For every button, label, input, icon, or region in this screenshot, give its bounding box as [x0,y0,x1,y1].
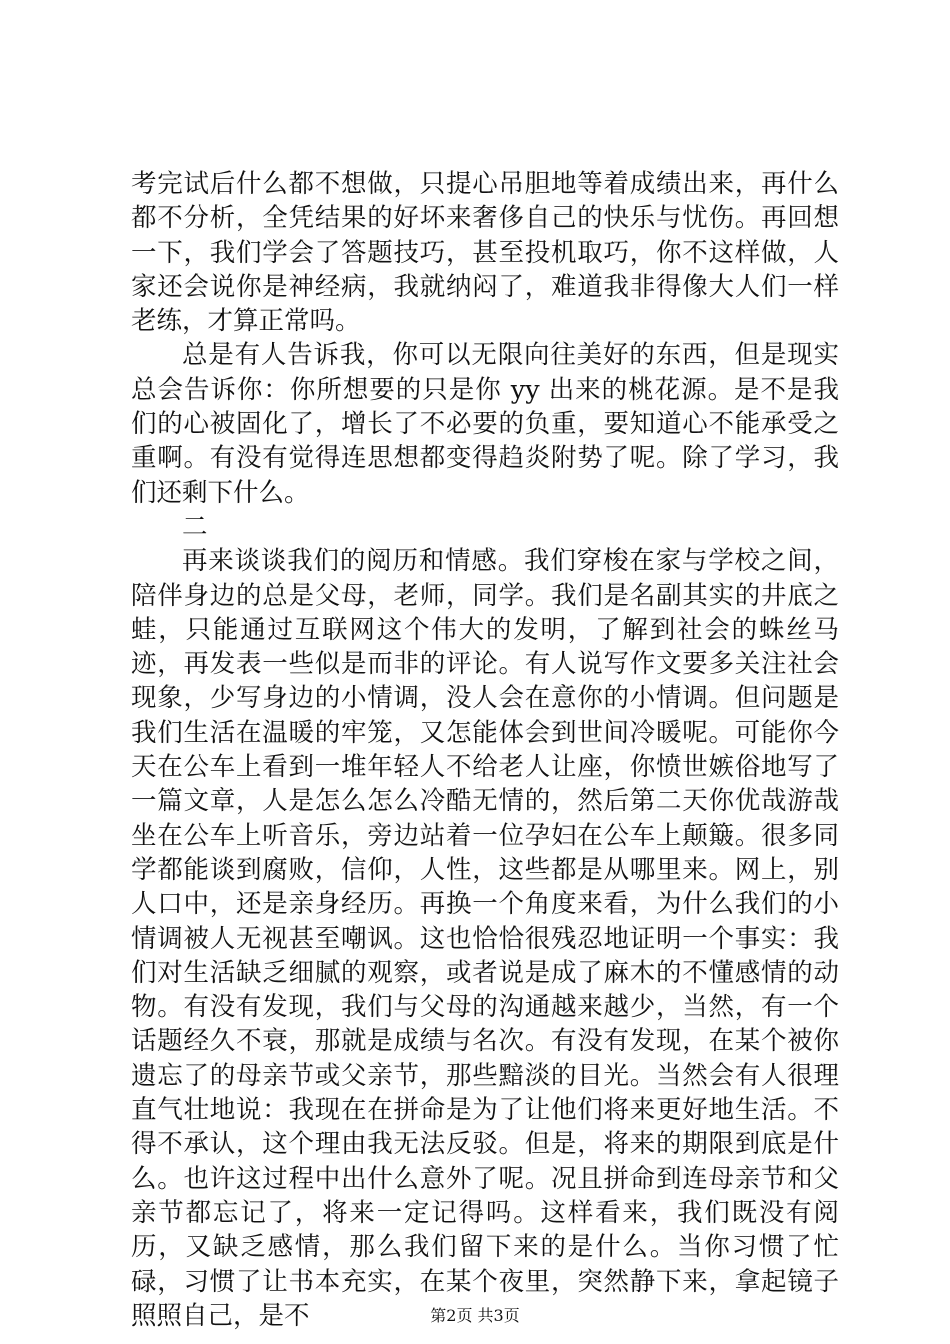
document-body [131,167,839,1333]
paragraph-2: 总是有人告诉我，你可以无限向往美好的东西，但是现实总会告诉你：你所想要的只是你 yy 出来的桃花源。是不是我们的心被固化了，增长了不必要的负重，要知道心不能承受之重啊。有没有觉得连思想都变得趋炎附势了呢。除了学习，我们还剩下什么。 [131,340,839,508]
page-footer: 第2页 共3页 [430,1306,520,1325]
paragraph-1: 考完试后什么都不想做，只提心吊胆地等着成绩出来，再什么都不分析，全凭结果的好坏来奢侈自己的快乐与忧伤。再回想一下，我们学会了答题技巧，甚至投机取巧，你不这样做，人家还会说你是神经病，我就纳闷了，难道我非得像大人们一样老练，才算正常吗。 [131,169,839,337]
paragraph-3: 再来谈谈我们的阅历和情感。我们穿梭在家与学校之间，陪伴身边的总是父母，老师，同学。我们是名副其实的井底之蛙，只能通过互联网这个伟大的发明，了解到社会的蛛丝马迹，再发表一些似是而非的评论。有人说写作文要多关注社会现象，少写身边的小情调，没人会在意你的小情调。但问题是我们生活在温暖的牢笼，又怎能体会到世间冷暖呢。可能你今天在公车上看到一堆年轻人不给老人让座，你愤世嫉俗地写了一篇文章，人是怎么怎么冷酷无情的，然后第二天你优哉游哉坐在公车上听音乐，旁边站着一位孕妇在公车上颠簸。很多同学都能谈到腐败，信仰，人性，这些都是从哪里来。网上，别人口中，还是亲身经历。再换一个角度来看，为什么我们的小情调被人无视甚至嘲讽。这也恰恰很残忍地证明一个事实：我们对生活缺乏细腻的观察，或者说是成了麻木的不懂感情的动物。有没有发现，我们与父母的沟通越来越少，当然，有一个话题经久不衰，那就是成绩与名次。有没有发现，在某个被你遗忘了的母亲节或父亲节，那些黯淡的目光。当然会有人很理直气壮地说：我现在在拼命是为了让他们将来更好地生活。不得不承认，这个理由我无法反驳。但是，将来的期限到底是什么。也许这过程中出什么意外了呢。况且拼命到连母亲节和父亲节都忘记了，将来一定记得吗。这样看来，我们既没有阅历，又缺乏感情，那么我们留下来的是什么。当你习惯了忙碌，习惯了让书本充实，在某个夜里，突然静下来，拿起镜子照照自己，是不 [131,546,839,1331]
section-heading: 二 [182,511,208,542]
